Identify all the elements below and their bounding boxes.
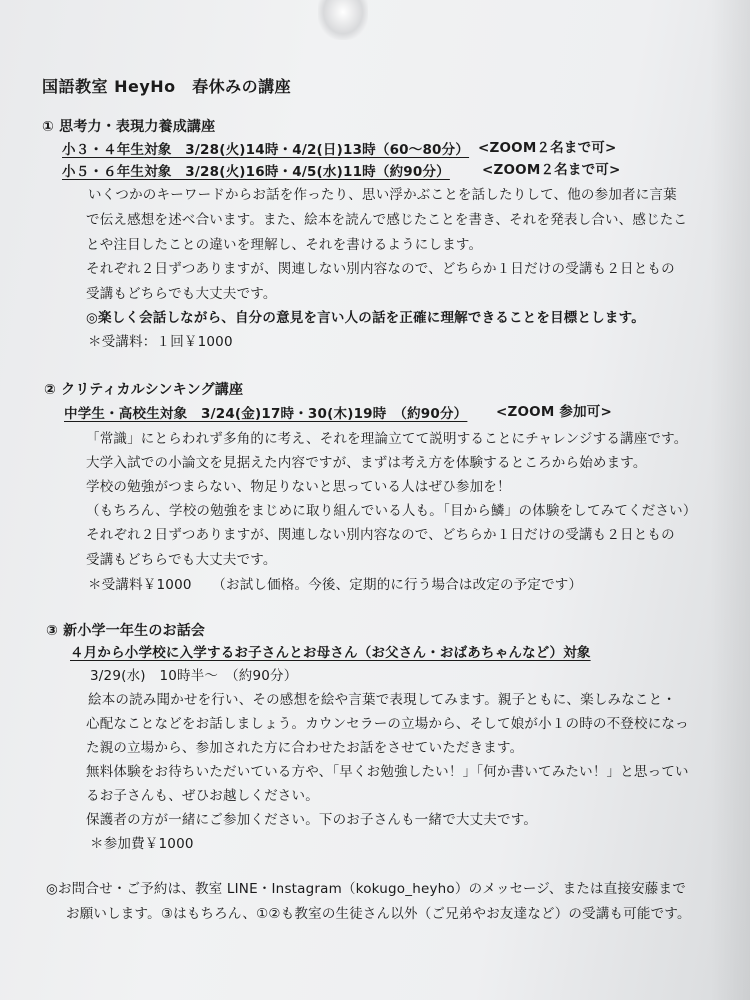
course1-goal: ◎楽しく会話しながら、自分の意見を言い人の話を正確に理解できることを目標とします。	[86, 310, 645, 326]
course2-line: 大学入試での小論文を見据えた内容ですが、まずは考え方を体験するところから始めます。	[86, 455, 647, 471]
course2-line: 「常識」にとらわれず多角的に考え、それを理論立てて説明することにチャレンジする講座です。	[86, 431, 688, 447]
course2-heading: ② クリティカルシンキング講座	[44, 382, 244, 398]
course1-heading: ① 思考力・表現力養成講座	[42, 119, 216, 135]
course1-zoom-2: <ZOOM２名まで可>	[482, 162, 621, 178]
course2-target: 中学生・高校生対象 3/24(金)17時・30(木)19時 （約90分）	[64, 406, 468, 422]
course3-line: るお子さんも、ぜひお越しください。	[86, 788, 319, 804]
paper-edge-shadow	[710, 0, 750, 1000]
course3-target: ４月から小学校に入学するお子さんとお母さん（お父さん・おばあちゃんなど）対象	[70, 645, 591, 661]
course3-line: 心配なことなどをお話しましょう。カウンセラーの立場から、そして娘が小１の時の不登校になっ	[86, 716, 689, 732]
course3-line: 絵本の読み聞かせを行い、その感想を絵や言葉で表現してみます。親子ともに、楽しみなこと・	[88, 692, 677, 708]
course3-line: 保護者の方が一緒にご参加ください。下のお子さんも一緒で大丈夫です。	[86, 812, 538, 828]
course2-zoom: <ZOOM 参加可>	[496, 404, 612, 420]
course3-date: 3/29(水) 10時半～ （約90分）	[90, 668, 298, 684]
course1-line: 受講もどちらでも大丈夫です。	[86, 286, 277, 302]
course3-line: た親の立場から、参加された方に合わせたお話をさせていただきます。	[86, 740, 524, 756]
course3-heading: ③ 新小学一年生のお話会	[46, 623, 206, 639]
course2-line: 受講もどちらでも大丈夫です。	[86, 552, 277, 568]
course1-target-2: 小５・６年生対象 3/28(火)16時・4/5(水)11時（約90分）	[62, 164, 450, 180]
course1-line: それぞれ２日ずつありますが、関連しない別内容なので、どちらか１日だけの受講も２日ともの	[86, 261, 675, 277]
course2-line: （もちろん、学校の勉強をまじめに取り組んでいる人も。「目から鱗」の体験をしてみてください）	[86, 503, 697, 519]
course1-line: で伝え感想を述べ合います。また、絵本を読んで感じたことを書き、それを発表し合い、感じたこ	[86, 212, 688, 228]
course1-line: とや注目したことの違いを理解し、それを書けるようにします。	[86, 237, 483, 253]
pushpin	[318, 0, 368, 40]
contact-line: ◎お問合せ・ご予約は、教室 LINE・Instagram（kokugo_heyho）のメッセージ、または直接安藤まで	[46, 881, 686, 897]
course1-zoom-1: <ZOOM２名まで可>	[478, 140, 617, 156]
course1-fee: ＊受講料：１回￥1000	[88, 334, 233, 350]
course1-target-1: 小３・４年生対象 3/28(火)14時・4/2(日)13時（60～80分）	[62, 142, 470, 158]
contact-line: お願いします。③はもちろん、①②も教室の生徒さん以外（ご兄弟やお友達など）の受講も可能です。	[66, 906, 691, 922]
course1-line: いくつかのキーワードからお話を作ったり、思い浮かぶことを話したりして、他の参加者に言葉	[88, 187, 677, 203]
course2-line: それぞれ２日ずつありますが、関連しない別内容なので、どちらか１日だけの受講も２日ともの	[86, 527, 675, 543]
course2-line: 学校の勉強がつまらない、物足りないと思っている人はぜひ参加を！	[86, 479, 511, 495]
course2-fee: ＊受講料￥1000 （お試し価格。今後、定期的に行う場合は改定の予定です）	[88, 577, 583, 593]
course3-fee: ＊参加費￥1000	[90, 836, 194, 852]
course3-line: 無料体験をお待ちいただいている方や、「早くお勉強したい！」「何か書いてみたい！」と思ってい	[86, 764, 689, 780]
page-title: 国語教室 HeyHo 春休みの講座	[42, 77, 292, 96]
